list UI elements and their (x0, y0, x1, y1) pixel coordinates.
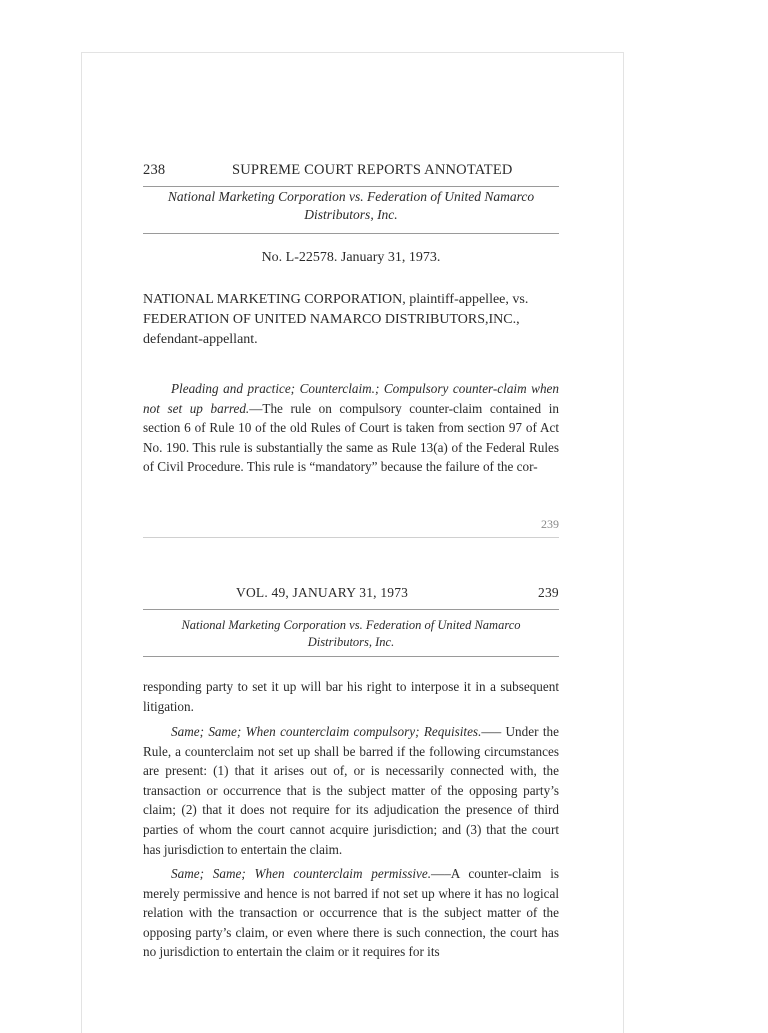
syllabus-1-heading: Pleading and practice; Counterclaim.; Compulsory counter-claim when not set up barred. (143, 381, 559, 416)
volume-header: VOL. 49, JANUARY 31, 1973 (236, 585, 409, 600)
syllabus-2-heading: Same; Same; When counterclaim compulsory; Requisites. (171, 724, 482, 739)
running-title-2-line1: National Marketing Corporation vs. Federation of United Namarco (181, 618, 521, 632)
running-title (143, 188, 559, 224)
syllabus-3-body: —–A counter-claim is merely permissive and hence is not barred if not set up where it has no logical relation with the transaction or occurrence that is the subject matter of the opposing party’s claim, or even where there is such connection, the court has no jurisdiction to entertain the claim or it requires for its (143, 866, 559, 960)
case-number: No. L-22578. January 31, 1973. (261, 250, 441, 265)
running-title-line1: National Marketing Corporation vs. Federation of United Namarco (167, 189, 535, 204)
page-number-left: 238 (143, 162, 166, 178)
syllabus-1-body: —The rule on compulsory counter-claim contained in section 6 of Rule 10 of the old Rules of Court is taken from section 97 of Act No. 190. This rule is substantially the same as Rule 13(a) of the Federal Rules of Civil Procedure. This rule is “mandatory” because the failure of the cor- (143, 400, 559, 475)
parties-block (143, 290, 559, 350)
footer-page-number: 239 (541, 517, 559, 531)
syllabus-paragraph-3 (143, 864, 559, 962)
header-rule-bottom (143, 233, 559, 234)
running-title-line2: Distributors, Inc. (304, 207, 398, 222)
header-rule-top-2 (143, 609, 559, 610)
parties-line2: FEDERATION OF UNITED NAMARCO DISTRIBUTORS,INC., (143, 312, 520, 327)
continued-paragraph: responding party to set it up will bar his right to interpose it in a subsequent litigation. (143, 679, 559, 714)
report-header-title: SUPREME COURT REPORTS ANNOTATED (232, 162, 513, 178)
syllabus-paragraph-2 (143, 722, 559, 859)
syllabus-3-heading: Same; Same; When counterclaim permissive. (171, 866, 432, 881)
running-title-2 (143, 617, 559, 651)
header-rule-top (143, 186, 559, 187)
parties-line1: NATIONAL MARKETING CORPORATION, plaintiff-appellee, vs. (143, 292, 529, 307)
page-number-right: 239 (538, 585, 559, 600)
syllabus-2-body: —– Under the Rule, a counterclaim not set up shall be barred if the following circumstances are present: (1) that it arises out of, or is necessarily connected with, the transaction or occurrence that is the subject matter of the opposing party’s claim; (2) that it does not require for its adjudication the presence of third parties of whom the court cannot acquire jurisdiction; and (3) that the court has jurisdiction to entertain the claim. (143, 724, 559, 857)
syllabus-paragraph-1 (143, 379, 559, 477)
parties-line3: defendant-appellant. (143, 332, 258, 347)
running-title-2-line2: Distributors, Inc. (307, 635, 395, 649)
header-rule-bottom-2 (143, 656, 559, 657)
page-separator (143, 537, 559, 538)
